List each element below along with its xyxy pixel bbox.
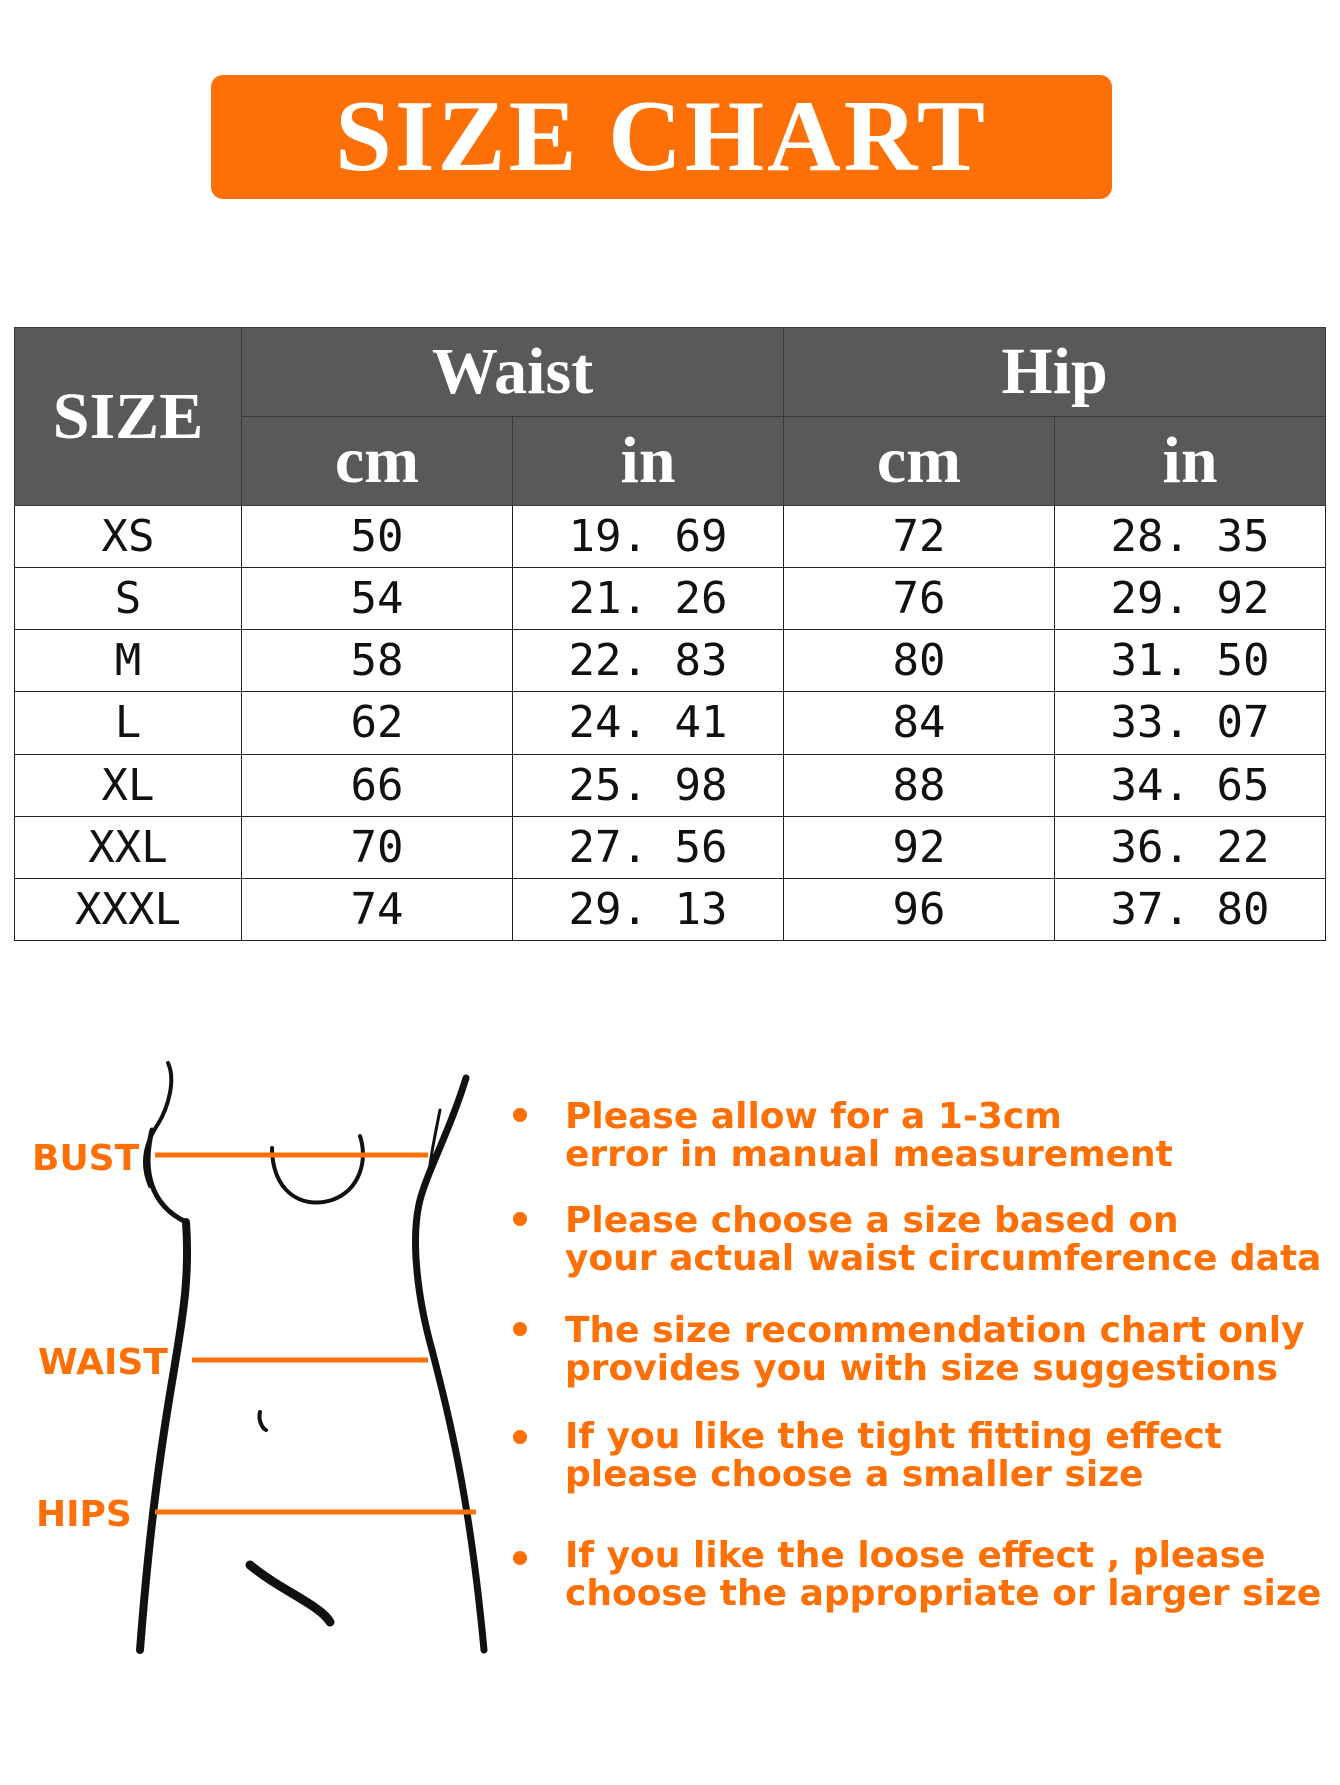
hip-cm-cell: 92 [784,816,1055,878]
note-line: If you like the loose effect , please [565,1535,1266,1576]
size-cell: XXL [15,816,242,878]
note-line: please choose a smaller size [565,1454,1144,1495]
waist-cm-cell: 54 [242,568,513,630]
note-line: Please allow for a 1-3cm [565,1096,1062,1137]
size-cell: XS [15,506,242,568]
hip-cm-cell: 72 [784,506,1055,568]
waist-cm-cell: 66 [242,754,513,816]
table-row [15,754,1326,816]
waist-cm-cell: 50 [242,506,513,568]
table-header-row [15,328,1326,417]
note-text [565,1098,1325,1174]
waist-in-header: in [513,417,784,506]
bullet-icon [513,1212,527,1226]
page-title: SIZE CHART [335,80,988,193]
bullet-icon [513,1108,527,1122]
waist-label: WAIST [38,1342,168,1383]
note-line: your actual waist circumference data [565,1238,1322,1279]
size-cell: L [15,692,242,754]
size-cell: XXXL [15,878,242,940]
waist-in-cell: 19. 69 [513,506,784,568]
hip-in-cell: 34. 65 [1055,754,1326,816]
hip-cm-cell: 96 [784,878,1055,940]
note-line: error in manual measurement [565,1134,1173,1175]
note-line: The size recommendation chart only [565,1310,1305,1351]
hip-group-header: Hip [784,328,1326,417]
table-row [15,568,1326,630]
table-row [15,630,1326,692]
waist-in-cell: 22. 83 [513,630,784,692]
size-cell: XL [15,754,242,816]
hip-cm-cell: 76 [784,568,1055,630]
hip-in-cell: 29. 92 [1055,568,1326,630]
size-table [14,327,1326,941]
hip-in-cell: 33. 07 [1055,692,1326,754]
note-text [565,1418,1325,1494]
waist-cm-cell: 74 [242,878,513,940]
size-cell: M [15,630,242,692]
bust-label: BUST [32,1138,140,1179]
hip-in-cell: 31. 50 [1055,630,1326,692]
table-row [15,506,1326,568]
table-row [15,692,1326,754]
size-column-header: SIZE [15,328,242,506]
note-text [565,1202,1325,1278]
note-text [565,1312,1325,1388]
hip-in-cell: 36. 22 [1055,816,1326,878]
bullet-icon [513,1430,527,1444]
waist-group-header: Waist [242,328,784,417]
hip-in-cell: 28. 35 [1055,506,1326,568]
hip-in-cell: 37. 80 [1055,878,1326,940]
waist-in-cell: 27. 56 [513,816,784,878]
note-text [565,1537,1325,1613]
table-row [15,816,1326,878]
note-line: If you like the tight fitting effect [565,1416,1222,1457]
waist-cm-header: cm [242,417,513,506]
waist-cm-cell: 58 [242,630,513,692]
body-measurement-diagram [0,1040,520,1660]
waist-cm-cell: 70 [242,816,513,878]
hips-label: HIPS [36,1494,132,1535]
size-cell: S [15,568,242,630]
body-outline-illustration [140,1063,484,1650]
note-line: Please choose a size based on [565,1200,1179,1241]
hip-cm-cell: 84 [784,692,1055,754]
waist-in-cell: 29. 13 [513,878,784,940]
waist-cm-cell: 62 [242,692,513,754]
waist-in-cell: 25. 98 [513,754,784,816]
hip-cm-cell: 80 [784,630,1055,692]
bullet-icon [513,1551,527,1565]
note-line: choose the appropriate or larger size [565,1573,1322,1614]
title-banner [211,75,1112,199]
waist-in-cell: 21. 26 [513,568,784,630]
waist-in-cell: 24. 41 [513,692,784,754]
table-row [15,878,1326,940]
note-line: provides you with size suggestions [565,1348,1278,1389]
hip-in-header: in [1055,417,1326,506]
hip-cm-cell: 88 [784,754,1055,816]
hip-cm-header: cm [784,417,1055,506]
bullet-icon [513,1322,527,1336]
